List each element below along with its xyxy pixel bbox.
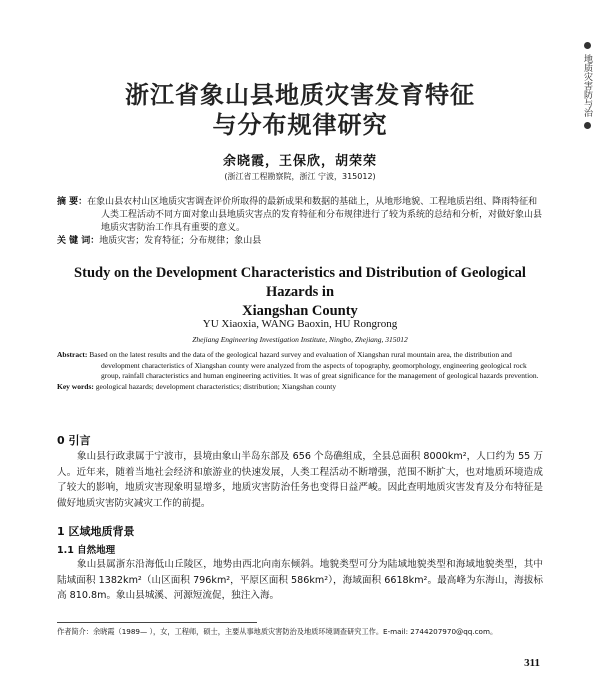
affiliation-cn: (浙江省工程勘察院，浙江 宁波，315012) xyxy=(224,172,376,181)
keywords-cn-text: 地质灾害；发育特征；分布规律；象山县 xyxy=(99,236,262,246)
authors-cn: 余晓霞，王保欣，胡荣荣 xyxy=(222,154,377,169)
title-en-line-1: Study on the Development Characteristics and Distribution of Geological Hazards in xyxy=(74,265,526,300)
keywords-en xyxy=(57,382,543,393)
authors-en: YU Xiaoxia, WANG Baoxin, HU Rongrong xyxy=(202,318,398,330)
abstract-cn xyxy=(57,196,543,235)
page-number: 311 xyxy=(524,657,540,669)
section-1-1-paragraph: 象山县属浙东沿海低山丘陵区，地势由西北向南东倾斜。地貌类型可分为陆域地貌类型和海域地貌类型，其中陆域面积 1382km²（山区面积 796km²，平原区面积 586km²），海域面积 6618km²。最高峰为东海山，海拔标高 810.8m。象山县城溪、河源短流促，独注入海。 xyxy=(57,559,543,601)
abstract-cn-section xyxy=(57,196,543,248)
abstract-cn-label: 摘 要： xyxy=(57,197,88,207)
keywords-en-label: Key words: xyxy=(57,381,94,391)
footnote-divider xyxy=(57,622,257,623)
section-0-paragraph: 象山县行政隶属于宁波市，县境由象山半岛东部及 656 个岛礁组成，全县总面积 8000km²，人口约为 55 万人。近年来，随着当地社会经济和旅游业的快速发展，人类工程活动不断增强，范围不断扩大，也对地质环境造成了较大的影响，地质灾害现象明显增多，地质灾害防治任务也变得日益严峻。因此查明地质灾害发育及分布特征是做好地质灾害防灾减灾工作的前提。 xyxy=(57,451,543,509)
title-cn xyxy=(60,80,540,140)
keywords-en-text: geological hazards; development characteristics; distribution; Xiangshan county xyxy=(95,381,337,391)
circle-bullet-icon xyxy=(584,42,591,49)
journal-section-tab xyxy=(579,40,595,134)
journal-section-label: 地质灾害防与治 xyxy=(582,54,592,117)
author-footnote: 作者简介：余晓霞（1989— ），女，工程师，硕士，主要从事地质灾害防治及地质环境调查研究工作。E-mail: 2744207970@qq.com。 xyxy=(57,627,498,636)
section-1-heading: 1 区域地质背景 xyxy=(57,525,135,538)
title-en xyxy=(60,264,540,321)
abstract-en xyxy=(57,350,543,382)
keywords-cn xyxy=(57,235,543,248)
title-cn-line-2: 与分布规律研究 xyxy=(212,111,388,139)
title-en-line-2: Xiangshan County xyxy=(242,303,358,319)
abstract-en-text: Based on the latest results and the data of the geological hazard survey and evaluation of Xiangshan rural mountain area, the distribution and development characteristics of Xiangshan county were analyzed from the aspects of topography, geomorphology, engineering geological rock group, rainfall characteristics and human engineering activities. It was of great significance for the management of geological hazards prevention. xyxy=(89,350,539,380)
section-0-heading: 0 引言 xyxy=(57,434,91,447)
affiliation-en: Zhejiang Engineering Investigation Institute, Ningbo, Zhejiang, 315012 xyxy=(192,335,408,344)
abstract-cn-text: 在象山县农村山区地质灾害调查评价所取得的最新成果和数据的基础上，从地形地貌、工程地质岩组、降雨特征和人类工程活动不同方面对象山县地质灾害点的发育特征和分布规律进行了较为系统的总结和分析，对做好象山县地质灾害防治工作具有重要的意义。 xyxy=(87,197,543,233)
abstract-en-section xyxy=(57,350,543,392)
abstract-en-label: Abstract: xyxy=(57,350,88,359)
circle-bullet-icon xyxy=(584,122,591,129)
title-cn-line-1: 浙江省象山县地质灾害发育特征 xyxy=(125,81,475,109)
keywords-cn-label: 关 键 词： xyxy=(57,236,100,246)
section-1-1-heading: 1.1 自然地理 xyxy=(57,545,116,556)
